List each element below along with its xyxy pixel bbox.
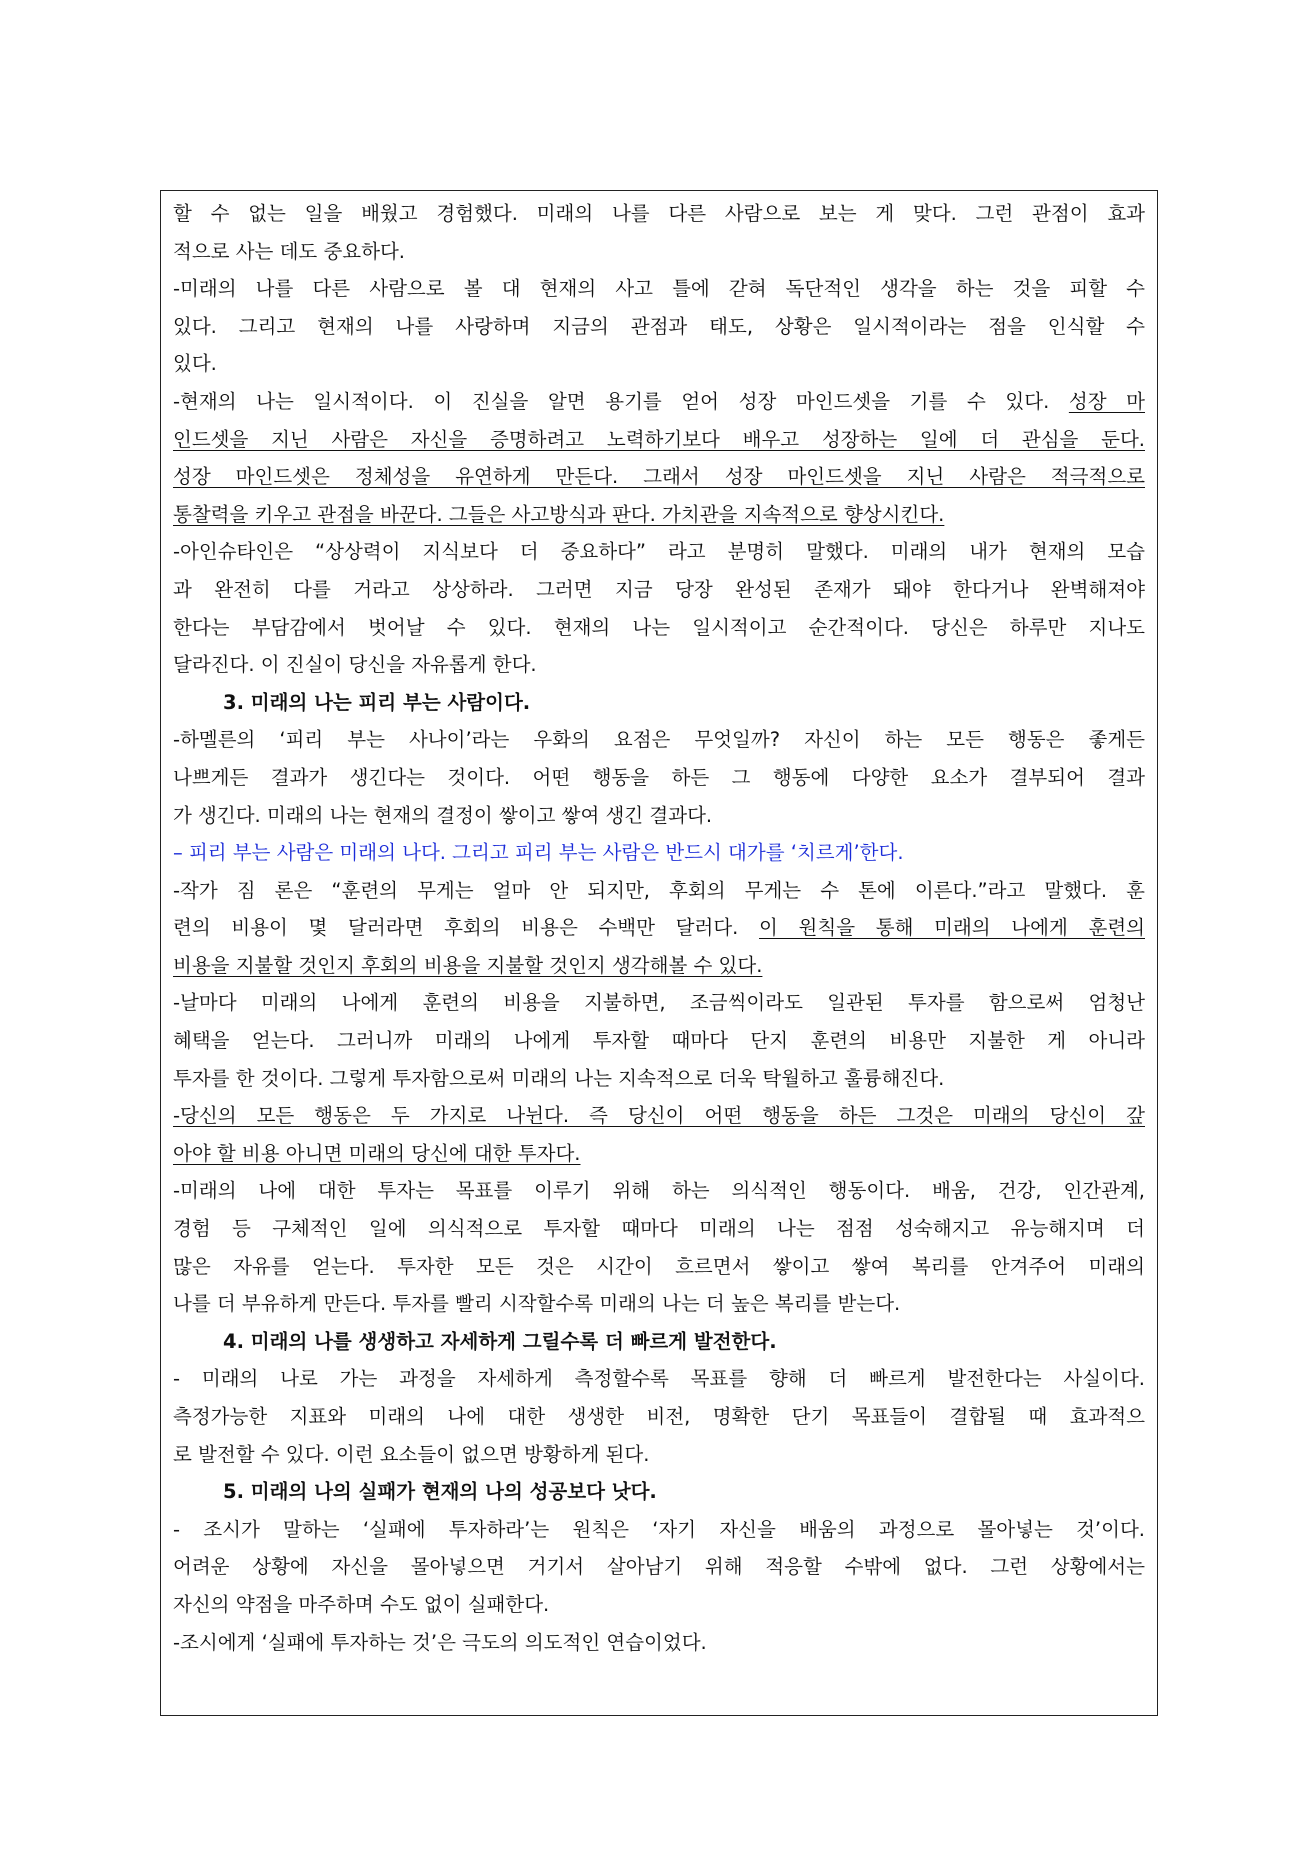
document-frame xyxy=(160,190,1158,1716)
text-line: -아인슈타인은 “상상력이 지식보다 더 중요하다” 라고 분명히 말했다. 미래의 내가 현재의 모습 xyxy=(173,540,1145,564)
text-line: -하멜른의 ‘피리 부는 사나이’라는 우화의 요점은 무엇일까? 자신이 하는 모든 행동은 좋게든 xyxy=(173,728,1145,752)
text-segment: 련의 비용이 몇 달러라면 후회의 비용은 수백만 달러다. xyxy=(173,916,760,940)
underlined-line: 통찰력을 키우고 관점을 바꾼다. 그들은 사고방식과 판다. 가치관을 지속적으로 향상시킨다. xyxy=(173,502,945,526)
underlined-line: -당신의 모든 행동은 두 가지로 나뉜다. 즉 당신이 어떤 행동을 하든 그것은 미래의 당신이 갚 xyxy=(173,1104,1145,1128)
underlined-line: 인드셋을 지닌 사람은 자신을 증명하려고 노력하기보다 배우고 성장하는 일에 더 관심을 둔다. xyxy=(173,427,1145,451)
text-line: 많은 자유를 얻는다. 투자한 모든 것은 시간이 흐르면서 쌓이고 쌓여 복리를 안겨주어 미래의 xyxy=(173,1254,1145,1278)
text-line: 자신의 약점을 마주하며 수도 없이 실패한다. xyxy=(173,1592,550,1616)
section-heading-5: 5. 미래의 나의 실패가 현재의 나의 성공보다 낫다. xyxy=(223,1480,657,1504)
highlighted-line: – 피리 부는 사람은 미래의 나다. 그리고 피리 부는 사람은 반드시 대가를 ‘치르게’한다. xyxy=(173,841,904,865)
text-line: 어려운 상황에 자신을 몰아넣으면 거기서 살아남기 위해 적응할 수밖에 없다. 그런 상황에서는 xyxy=(173,1555,1145,1579)
text-line: - 미래의 나로 가는 과정을 자세하게 측정할수록 목표를 향해 더 빠르게 발전한다는 사실이다. xyxy=(173,1367,1145,1391)
text-line: -작가 짐 론은 “훈련의 무게는 얼마 안 되지만, 후회의 무게는 수 톤에 이른다.”라고 말했다. 훈 xyxy=(173,878,1145,902)
text-line: 경험 등 구체적인 일에 의식적으로 투자할 때마다 미래의 나는 점점 성숙해지고 유능해지며 더 xyxy=(173,1217,1145,1241)
text-line: 측정가능한 지표와 미래의 나에 대한 생생한 비전, 명확한 단기 목표들이 결합될 때 효과적으 xyxy=(173,1405,1145,1428)
section-heading-4: 4. 미래의 나를 생생하고 자세하게 그릴수록 더 빠르게 발전한다. xyxy=(223,1329,777,1353)
underlined-line: 비용을 지불할 것인지 후회의 비용을 지불할 것인지 생각해볼 수 있다. xyxy=(173,953,763,977)
underlined-line: 아야 할 비용 아니면 미래의 당신에 대한 투자다. xyxy=(173,1141,581,1165)
underlined-text: 성장 마 xyxy=(1068,389,1145,413)
text-line: -미래의 나에 대한 투자는 목표를 이루기 위해 하는 의식적인 행동이다. 배움, 건강, 인간관계, xyxy=(173,1179,1145,1203)
text-line: 할 수 없는 일을 배웠고 경험했다. 미래의 나를 다른 사람으로 보는 게 맞다. 그런 관점이 효과 xyxy=(173,202,1145,225)
text-line: 적으로 사는 데도 중요하다. xyxy=(173,239,406,263)
text-line: 나쁘게든 결과가 생긴다는 것이다. 어떤 행동을 하든 그 행동에 다양한 요소가 결부되어 결과 xyxy=(173,765,1145,789)
text-line: 가 생긴다. 미래의 나는 현재의 결정이 쌓이고 쌓여 생긴 결과다. xyxy=(173,803,713,827)
text-line: - 조시가 말하는 ‘실패에 투자하라’는 원칙은 ‘자기 자신을 배움의 과정으로 몰아넣는 것’이다. xyxy=(173,1517,1145,1541)
section-heading-3: 3. 미래의 나는 피리 부는 사람이다. xyxy=(223,690,531,714)
text-line: 나를 더 부유하게 만든다. 투자를 빨리 시작할수록 미래의 나는 더 높은 복리를 받는다. xyxy=(173,1292,901,1316)
text-line: 과 완전히 다를 거라고 상상하라. 그러면 지금 당장 완성된 존재가 돼야 한다거나 완벽해져야 xyxy=(173,577,1145,601)
text-line: 로 발전할 수 있다. 이런 요소들이 없으면 방황하게 된다. xyxy=(173,1442,650,1466)
text-line: 혜택을 얻는다. 그러니까 미래의 나에게 투자할 때마다 단지 훈련의 비용만 지불한 게 아니라 xyxy=(173,1029,1145,1053)
text-line: 투자를 한 것이다. 그렇게 투자함으로써 미래의 나는 지속적으로 더욱 탁월하고 훌륭해진다. xyxy=(173,1066,945,1090)
text-segment: -현재의 나는 일시적이다. 이 진실을 알면 용기를 얻어 성장 마인드셋을 기를 수 있다. xyxy=(173,389,1069,413)
text-line: -날마다 미래의 나에게 훈련의 비용을 지불하면, 조금씩이라도 일관된 투자를 함으로써 엄청난 xyxy=(173,991,1145,1015)
underlined-line: 성장 마인드셋은 정체성을 유연하게 만든다. 그래서 성장 마인드셋을 지닌 사람은 적극적으로 xyxy=(173,465,1145,489)
text-line xyxy=(173,383,1145,421)
text-line: 있다. 그리고 현재의 나를 사랑하며 지금의 관점과 태도, 상황은 일시적이라는 점을 인식할 수 xyxy=(173,314,1145,338)
underlined-text: 이 원칙을 통해 미래의 나에게 훈련의 xyxy=(759,916,1145,940)
text-line xyxy=(173,909,1145,947)
text-line: 있다. xyxy=(173,352,217,376)
text-line: 달라진다. 이 진실이 당신을 자유롭게 한다. xyxy=(173,653,537,677)
text-line: -조시에게 ‘실패에 투자하는 것’은 극도의 의도적인 연습이었다. xyxy=(173,1630,707,1654)
text-line: -미래의 나를 다른 사람으로 볼 대 현재의 사고 틀에 갇혀 독단적인 생각을 하는 것을 피할 수 xyxy=(173,277,1145,301)
text-line: 한다는 부담감에서 벗어날 수 있다. 현재의 나는 일시적이고 순간적이다. 당신은 하루만 지나도 xyxy=(173,615,1145,639)
